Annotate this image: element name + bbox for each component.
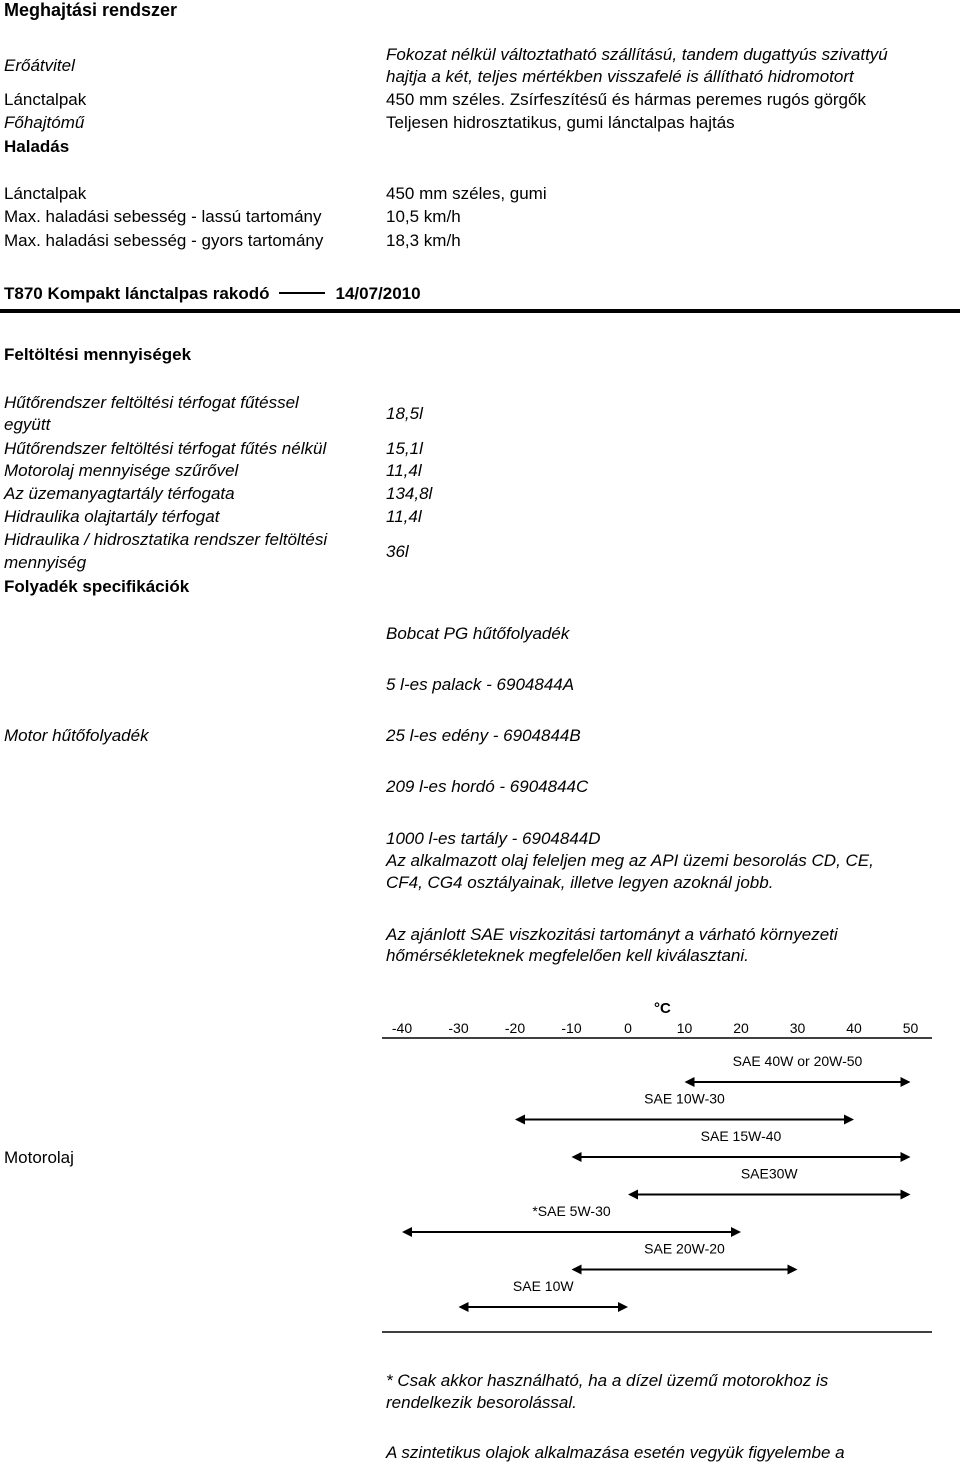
header-date: 14/07/2010: [335, 284, 421, 303]
capacity-row-label: Motorolaj mennyisége szűrővel: [4, 461, 239, 480]
chart-arrow-left: [685, 1077, 695, 1087]
capacity-row-value: 11,4l: [386, 461, 422, 480]
synthetic-note: A szintetikus olajok alkalmazása esetén vegyük figyelembe a: [386, 1443, 845, 1462]
chart-tick-label: -20: [504, 1020, 526, 1036]
page-header: [4, 284, 421, 304]
main-drive-value: Teljesen hidrosztatikus, gumi lánctalpas hajtás: [386, 113, 735, 132]
power-transmission-value-2: hajtja a két, teljes mértékben visszafelé is állítható hidromotort: [386, 67, 854, 86]
chart-series-label: SAE 15W-40: [700, 1128, 782, 1144]
capacity-row-value: 36l: [386, 542, 409, 561]
capacity-row-value: 18,5l: [386, 404, 423, 423]
tracks-label: Lánctalpak: [4, 90, 87, 109]
chart-arrow-right: [618, 1302, 628, 1312]
capacity-row-label: Hűtőrendszer feltöltési térfogat fűtéssel: [4, 393, 299, 412]
chart-tick-label: 20: [733, 1020, 749, 1036]
chart-arrow-left: [515, 1115, 525, 1125]
main-drive-label: Főhajtómű: [4, 113, 85, 132]
motor-oil-label: Motorolaj: [4, 1148, 74, 1167]
drive-section-title: Meghajtási rendszer: [4, 0, 178, 20]
chart-tick-label: 10: [676, 1020, 693, 1036]
slow-speed-label: Max. haladási sebesség - lassú tartomány: [4, 207, 322, 226]
chart-arrow-right: [788, 1265, 798, 1275]
coolant-label: Motor hűtőfolyadék: [4, 726, 149, 745]
chart-series-label: SAE 20W-20: [644, 1240, 725, 1257]
chart-arrow-left: [402, 1227, 412, 1237]
chart-tick-label: 30: [789, 1020, 806, 1036]
chart-arrow-right: [731, 1227, 741, 1237]
api-note: CF4, CG4 osztályainak, illetve legyen azoknál jobb.: [386, 873, 774, 892]
slow-speed-value: 10,5 km/h: [386, 207, 461, 226]
chart-series-label: SAE30W: [740, 1165, 798, 1182]
coolant-item: 1000 l-es tartály - 6904844D: [386, 829, 601, 848]
chart-arrow-right: [844, 1115, 854, 1125]
footnote: rendelkezik besorolással.: [386, 1393, 577, 1412]
coolant-item: 25 l-es edény - 6904844B: [386, 726, 581, 745]
chart-tick-label: 0: [624, 1020, 632, 1036]
chart-range-bar: [459, 1278, 629, 1312]
chart-arrow-right: [901, 1077, 911, 1087]
capacity-row-label: Az üzemanyagtartály térfogata: [4, 484, 235, 503]
chart-arrow-left: [572, 1265, 582, 1275]
chart-arrow-right: [901, 1190, 911, 1200]
chart-range-bar: [628, 1166, 911, 1200]
sae-note: Az ajánlott SAE viszkozitási tartományt a várható környezeti: [386, 925, 838, 944]
capacity-row-value: 11,4l: [386, 507, 422, 526]
chart-arrow-left: [628, 1190, 638, 1200]
power-transmission-label: Erőátvitel: [4, 56, 75, 75]
capacity-row-label: Hűtőrendszer feltöltési térfogat fűtés nélkül: [4, 439, 327, 458]
chart-range-bar: [685, 1053, 911, 1087]
chart-range-bar: [572, 1128, 911, 1162]
fluids-title: Folyadék specifikációk: [4, 577, 190, 596]
coolant-item: 209 l-es hordó - 6904844C: [386, 777, 589, 796]
capacity-row-label: Hidraulika / hidrosztatika rendszer feltöltési: [4, 530, 328, 549]
chart-series-label: *SAE 5W-30: [532, 1203, 611, 1219]
footnote: * Csak akkor használható, ha a dízel üzemű motorokhoz is: [386, 1371, 829, 1390]
header-dash: [279, 292, 325, 294]
chart-series-label: SAE 10W-30: [644, 1090, 725, 1107]
sae-note: hőmérsékleteknek megfelelően kell kiválasztani.: [386, 946, 749, 965]
chart-arrow-left: [459, 1302, 469, 1312]
chart-series-label: SAE 10W: [512, 1278, 574, 1294]
travel-title: Haladás: [4, 137, 70, 156]
model-title: T870 Kompakt lánctalpas rakodó: [4, 284, 270, 303]
chart-tick-label: -30: [448, 1020, 469, 1036]
coolant-item: 5 l-es palack - 6904844A: [386, 675, 575, 694]
travel-tracks-label: Lánctalpak: [4, 184, 87, 203]
chart-tick-label: -40: [391, 1020, 413, 1036]
chart-arrow-left: [572, 1152, 582, 1162]
tracks-value: 450 mm széles. Zsírfeszítésű és hármas peremes rugós görgők: [386, 90, 866, 109]
capacity-row-value: 15,1l: [386, 439, 423, 458]
capacity-row-label: Hidraulika olajtartály térfogat: [4, 507, 220, 526]
capacity-row-label: együtt: [4, 415, 51, 434]
coolant-item: Bobcat PG hűtőfolyadék: [386, 624, 570, 643]
capacity-row-value: 134,8l: [386, 484, 433, 503]
chart-range-bar: [515, 1091, 854, 1125]
sae-viscosity-chart: [380, 995, 940, 1335]
api-note: Az alkalmazott olaj feleljen meg az API üzemi besorolás CD, CE,: [386, 851, 874, 870]
chart-tick-label: -10: [561, 1020, 582, 1036]
chart-tick-label: 50: [902, 1020, 919, 1036]
capacity-row-label: mennyiség: [4, 553, 87, 572]
chart-range-bar: [572, 1241, 798, 1275]
header-rule: [0, 309, 960, 313]
capacities-title: Feltöltési mennyiségek: [4, 345, 192, 364]
chart-unit-label: °C: [654, 1000, 671, 1017]
chart-range-bar: [402, 1203, 741, 1237]
fast-speed-label: Max. haladási sebesség - gyors tartomány: [4, 231, 324, 250]
chart-series-label: SAE 40W or 20W-50: [732, 1053, 863, 1069]
chart-tick-label: 40: [846, 1020, 862, 1036]
travel-tracks-value: 450 mm széles, gumi: [386, 184, 547, 203]
fast-speed-value: 18,3 km/h: [386, 231, 461, 250]
power-transmission-value-1: Fokozat nélkül változtatható szállítású, tandem dugattyús szivattyú: [386, 45, 888, 64]
chart-arrow-right: [901, 1152, 911, 1162]
